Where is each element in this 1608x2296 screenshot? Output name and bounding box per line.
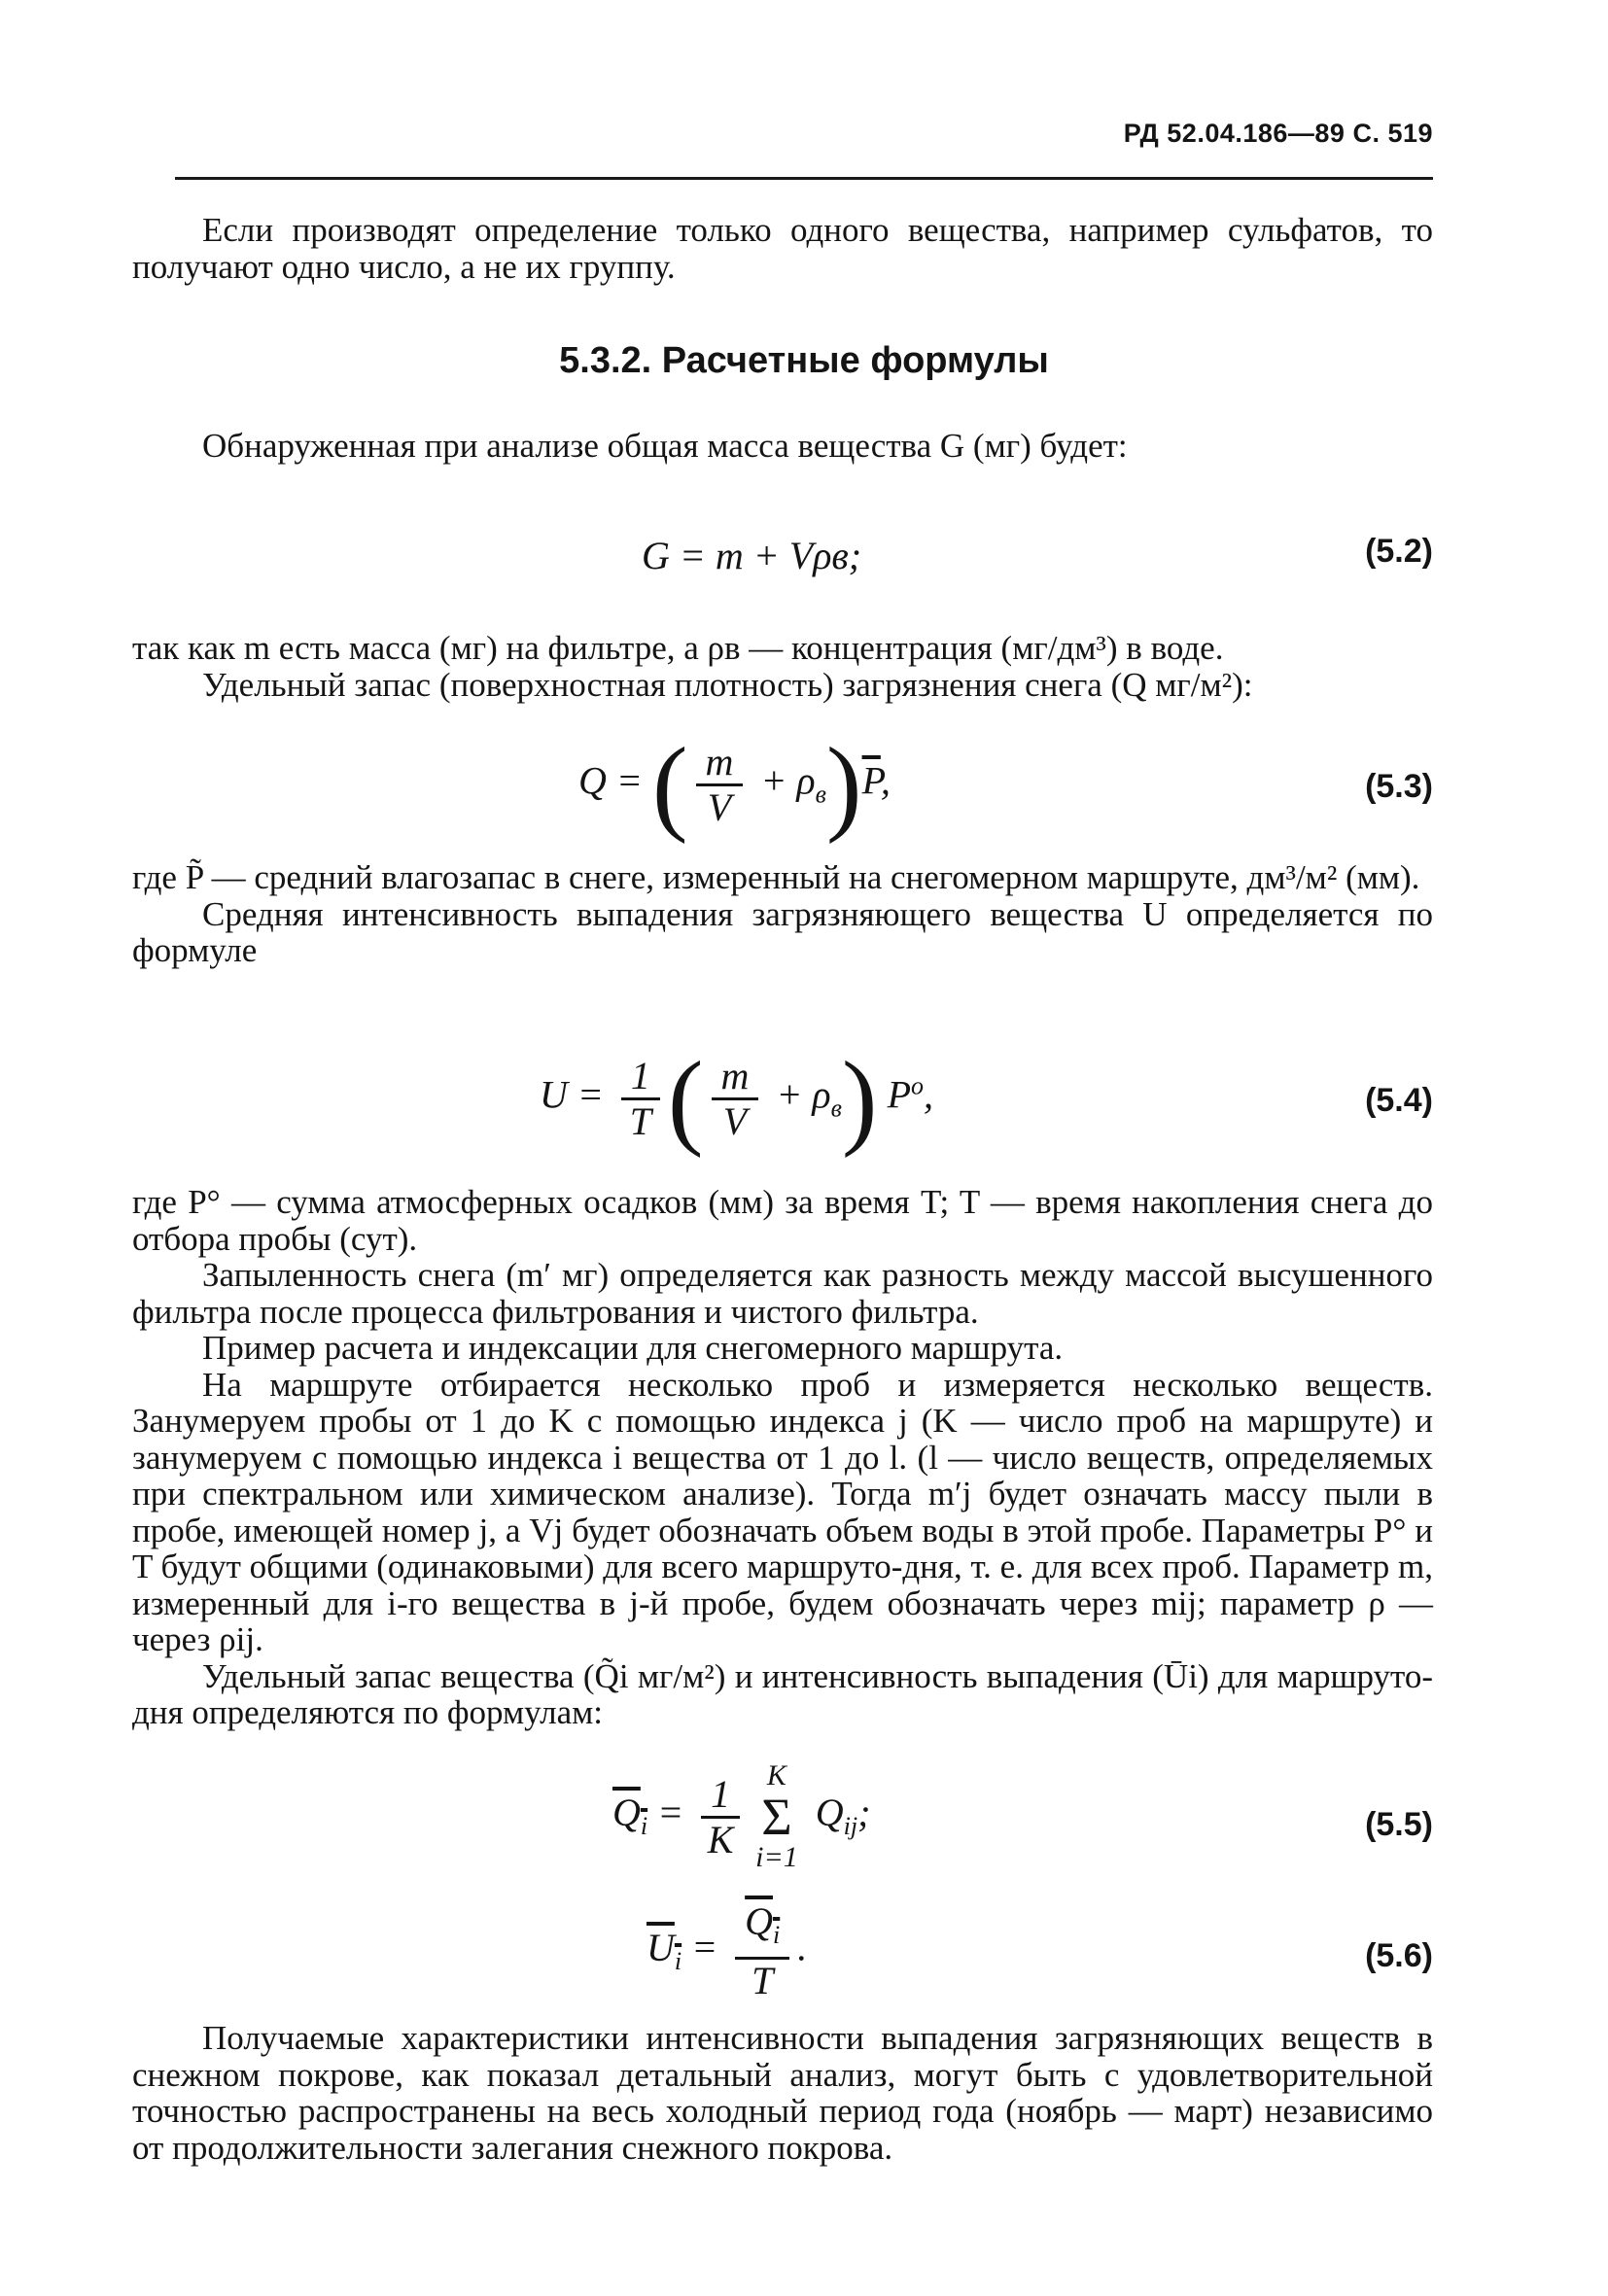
paragraph-block-5 — [132, 859, 1433, 969]
paragraph-3: так как m есть масса (мг) на фильтре, а ρв — концентрация (мг/дм³) в воде. — [132, 629, 1224, 667]
paragraph-9: Пример расчета и индексации для снегомерного маршрута. — [202, 1329, 1064, 1367]
formula-5-2-number: (5.2) — [1365, 533, 1433, 570]
formula-5-3-number: (5.3) — [1365, 768, 1433, 805]
header-rule — [175, 177, 1433, 180]
paragraph-intro — [132, 212, 1433, 285]
paragraph-1: Если производят определение только одного вещества, например сульфатов, то получают одно число, а не их группу. — [132, 211, 1433, 286]
paragraph-7: где P° — сумма атмосферных осадков (мм) за время T; T — время накопления снега до отбора пробы (сут). — [132, 1183, 1433, 1258]
paragraph-11: Удельный запас вещества (Q̃i мг/м²) и интенсивность выпадения (Ūi) для маршруто-дня определяются по формулам: — [132, 1656, 1433, 1731]
paragraph-block-12 — [132, 2020, 1433, 2166]
paragraph-block-3 — [132, 630, 1433, 703]
paragraph-mass — [132, 428, 1433, 465]
paragraph-10: На маршруте отбирается несколько проб и измеряется несколько веществ. Занумеруем пробы от 1 до K с помощью индекса j (K — число проб на маршруте) и занумеруем с помощью индекса i вещества от 1 до l. (l — число веществ, определяемых при спектральном или химическом анализе). Тогда m′j будет означать массу пыли в пробе, имеющей номер j, а Vj будет обозначать объем воды в этой пробе. Параметры P° и T будут общими (одинаковыми) для всего маршруто-дня, т. е. для всех проб. Параметр m, измеренный для i-го вещества в j-й пробе, будем обозначать через mij; параметр ρ — через ρij. — [132, 1365, 1433, 1658]
paragraph-4: Удельный запас (поверхностная плотность) загрязнения снега (Q мг/м²): — [202, 665, 1253, 704]
paragraph-block-7 — [132, 1184, 1433, 1731]
formula-5-5-expression: $Q_i$ = $\frac{1}{K}$ K Σ i=1 $Q_{ij}$; — [612, 1759, 871, 1873]
paragraph-2: Обнаруженная при анализе общая масса вещества G (мг) будет: — [202, 427, 1128, 465]
paragraph-12: Получаемые характеристики интенсивности выпадения загрязняющих веществ в снежном покрове, как показал детальный анализ, могут быть с удовлетворительной точностью распространены на весь холодный период года (ноябрь — март) независимо от продолжительности залегания снежного покрова. — [132, 2019, 1433, 2167]
formula-5-6-expression: $U_i$ = $\frac{Q_i}{T}$ . — [647, 1899, 808, 2002]
paragraph-6: Средняя интенсивность выпадения загрязняющего вещества U определяется по формуле — [132, 894, 1433, 969]
formula-5-4-expression: U = $\frac{1}{T}$ ( $\frac{m}{V}$ + $\rho_в$) $P^o$, — [540, 1039, 933, 1159]
formula-5-2-expression: G = m + Vρв; — [642, 534, 862, 577]
formula-5-4-number: (5.4) — [1365, 1082, 1433, 1119]
page-header: РД 52.04.186—89 С. 519 — [1123, 119, 1433, 148]
formula-5-3-expression: Q = ( $\frac{m}{V}$ + $\rho_в)\overline{P}$, — [578, 725, 891, 845]
formula-5-6-number: (5.6) — [1365, 1937, 1433, 1974]
formula-5-5-number: (5.5) — [1365, 1806, 1433, 1843]
paragraph-5: где P̃ — средний влагозапас в снеге, измеренный на снегомерном маршруте, дм³/м² (мм). — [132, 858, 1420, 896]
section-title: 5.3.2. Расчетные формулы — [559, 340, 1049, 381]
paragraph-8: Запыленность снега (m′ мг) определяется как разность между массой высушенного фильтра после процесса фильтрования и чистого фильтра. — [132, 1256, 1433, 1331]
